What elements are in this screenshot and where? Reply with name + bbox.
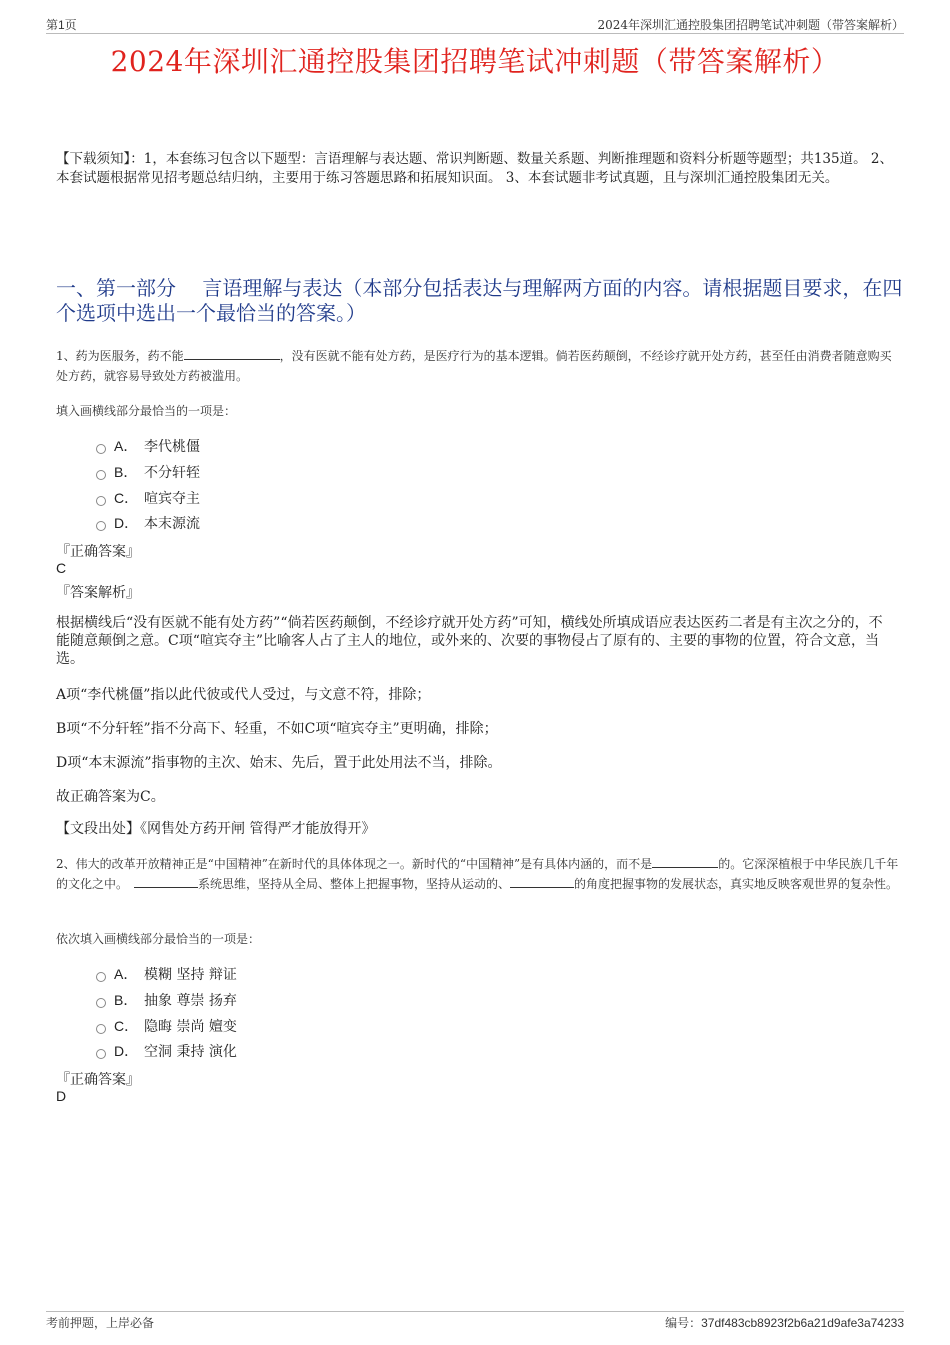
footer-slogan: 考前押题，上岸必备: [46, 1316, 155, 1330]
radio-icon[interactable]: [96, 521, 106, 531]
q1-answer-label: 『正确答案』: [56, 544, 140, 560]
blank-line: [652, 855, 718, 868]
blank-line: [184, 347, 280, 360]
q1-analysis-label: 『答案解析』: [56, 585, 140, 601]
radio-icon[interactable]: [96, 998, 106, 1008]
question-2-prompt: 依次填入画横线部分最恰当的一项是：: [56, 932, 261, 946]
radio-icon[interactable]: [96, 1024, 106, 1034]
page-number: 第1页: [46, 18, 77, 32]
question-1-prompt: 填入画横线部分最恰当的一项是：: [56, 404, 237, 418]
q1-option-a[interactable]: A． 李代桃僵: [96, 436, 200, 456]
radio-icon[interactable]: [96, 444, 106, 454]
radio-icon[interactable]: [96, 496, 106, 506]
q2-option-a[interactable]: A． 模糊 坚持 辩证: [96, 964, 237, 984]
footer-divider: [46, 1311, 904, 1312]
q2-option-c[interactable]: C． 隐晦 崇尚 嬗变: [96, 1016, 237, 1036]
radio-icon[interactable]: [96, 470, 106, 480]
q1-option-c[interactable]: C． 喧宾夺主: [96, 488, 200, 508]
question-1-text: 1、药为医服务，药不能 ，没有医就不能有处方药，是医疗行为的基本逻辑。倘若医药颠倒，不经诊疗就开处方药，甚至任由消费者随意购买处方药，就容易导致处方药被滥用。: [56, 349, 892, 383]
q1-answer: C: [56, 560, 67, 576]
q1-source: 【文段出处】《网售处方药开闸 管得严才能放得开》: [56, 821, 376, 837]
radio-icon[interactable]: [96, 1049, 106, 1059]
document-title: 2024年深圳汇通控股集团招聘笔试冲刺题（带答案解析）: [110, 45, 840, 78]
footer-code: 编号：37df483cb8923f2b6a21d9afe3a74233: [665, 1316, 904, 1330]
q1-analysis-main: 根据横线后“没有医就不能有处方药”“倘若医药颠倒，不经诊疗就开处方药”可知，横线处所填成语应表达医药二者是有主次之分的，不能随意颠倒之意。C项“喧宾夺主”比喻客人占了主人的地位，或外来的、次要的事物侵占了原有的、主要的事物的位置，符合文意，当选。: [56, 615, 883, 667]
q1-analysis-a: A项“李代桃僵”指以此代彼或代人受过，与文意不符，排除；: [56, 687, 431, 703]
q2-answer: D: [56, 1088, 67, 1104]
section-heading: 一、第一部分 言语理解与表达（本部分包括表达与理解两方面的内容。请根据题目要求，在四个选项中选出一个最恰当的答案。）: [56, 276, 903, 325]
blank-line: [134, 875, 198, 888]
q1-analysis-b: B项“不分轩轾”指不分高下、轻重，不如C项“喧宾夺主”更明确，排除；: [56, 721, 498, 737]
header-doc-title: 2024年深圳汇通控股集团招聘笔试冲刺题（带答案解析）: [597, 18, 904, 32]
header-divider: [46, 33, 904, 34]
download-notice: 【下载须知】：1，本套练习包含以下题型：言语理解与表达题、常识判断题、数量关系题、判断推理题和资料分析题等题型；共135道。 2、本套试题根据常见招考题总结归纳，主要用于练习答题思路和拓展知识面。 3、本套试题非考试真题，且与深圳汇通控股集团无关。: [56, 151, 893, 186]
q2-option-b[interactable]: B． 抽象 尊崇 扬弃: [96, 990, 237, 1010]
q2-option-d[interactable]: D． 空洞 秉持 演化: [96, 1041, 237, 1061]
blank-line: [510, 875, 574, 888]
q1-analysis-d: D项“本末源流”指事物的主次、始末、先后，置于此处用法不当，排除。: [56, 755, 502, 771]
question-2-text: 2、伟大的改革开放精神正是“中国精神”在新时代的具体体现之一。新时代的“中国精神”是有具体内涵的，而不是 的。它深深植根于中华民族几千年的文化之中。 系统思维，坚持从全局、整体上把握事物，坚持从运动的、 的角度把握事物的发展状态，真实地反映客观世界的复杂性。: [56, 857, 899, 891]
q1-option-d[interactable]: D． 本末源流: [96, 513, 200, 533]
q1-conclusion: 故正确答案为C。: [56, 789, 165, 805]
q1-option-b[interactable]: B． 不分轩轾: [96, 462, 200, 482]
radio-icon[interactable]: [96, 972, 106, 982]
q2-answer-label: 『正确答案』: [56, 1072, 140, 1088]
